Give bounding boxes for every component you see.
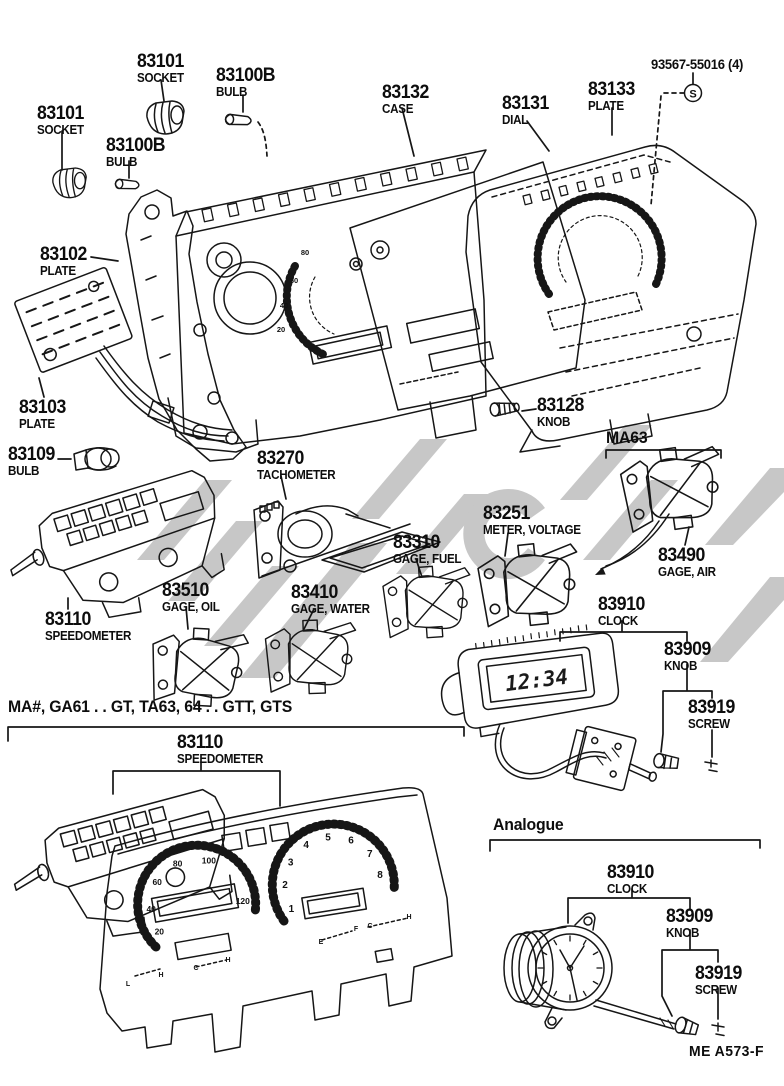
svg-text:40: 40 bbox=[279, 301, 289, 310]
callout-83270-tachometer: 83270 TACHOMETER bbox=[257, 448, 336, 482]
svg-text:4: 4 bbox=[303, 840, 309, 852]
callout-83490-gage-air: 83490 GAGE, AIR bbox=[658, 545, 716, 579]
speedometer-83110-part-bottom bbox=[4, 786, 248, 961]
dial-panel-bottom-drawing bbox=[100, 788, 452, 1052]
analog-clock-83910-part bbox=[504, 913, 676, 1029]
socket-83101-part-1 bbox=[147, 101, 184, 134]
socket-83101-part-2 bbox=[53, 168, 86, 198]
callout-83919-screw-bottom: 83919 SCREW bbox=[695, 963, 742, 997]
gage-water-83410-part bbox=[265, 619, 358, 695]
svg-text:60: 60 bbox=[289, 276, 299, 285]
back-plate-83102-drawing bbox=[126, 190, 246, 461]
s-symbol-letter: S bbox=[689, 88, 697, 101]
meter-voltage-83251-part bbox=[476, 539, 584, 630]
callout-83910-clock-bottom: 83910 CLOCK bbox=[607, 862, 654, 896]
svg-text:80: 80 bbox=[172, 858, 183, 869]
svg-text:H: H bbox=[225, 957, 231, 964]
svg-text:7: 7 bbox=[367, 849, 373, 861]
analogue-section-label: Analogue bbox=[493, 815, 564, 834]
bulb-83109-part bbox=[74, 448, 119, 470]
gage-oil-83510-part bbox=[150, 626, 249, 708]
callout-83131-dial: 83131 DIAL bbox=[502, 93, 549, 127]
callout-83102-plate: 83102 PLATE bbox=[40, 244, 87, 278]
svg-text:E: E bbox=[318, 939, 324, 946]
page-reference-code: ME A573-F bbox=[689, 1043, 764, 1060]
svg-text:40: 40 bbox=[146, 904, 156, 914]
svg-text:2: 2 bbox=[282, 880, 288, 891]
callout-83919-screw: 83919 SCREW bbox=[688, 697, 735, 731]
svg-text:100: 100 bbox=[201, 855, 216, 866]
screw-part-code: 93567-55016 (4) bbox=[651, 56, 744, 72]
svg-text:C: C bbox=[193, 965, 199, 972]
callout-83110-speedometer-bottom: 83110 SPEEDOMETER bbox=[177, 732, 264, 766]
wire-harness-drawing bbox=[96, 346, 232, 441]
callout-83101-socket-2: 83101 SOCKET bbox=[37, 103, 84, 137]
svg-text:6: 6 bbox=[348, 835, 354, 847]
svg-text:8: 8 bbox=[377, 870, 383, 881]
callout-83410-gage-water: 83410 GAGE, WATER bbox=[291, 582, 370, 616]
callout-83103-plate: 83103 PLATE bbox=[19, 397, 66, 431]
callout-83510-gage-oil: 83510 GAGE, OIL bbox=[162, 580, 220, 614]
callout-83100b-bulb-2: 83100B BULB bbox=[106, 135, 166, 169]
svg-text:5: 5 bbox=[325, 832, 331, 844]
callout-83101-socket-1: 83101 SOCKET bbox=[137, 51, 184, 85]
knob-83909-part bbox=[653, 753, 679, 770]
svg-text:C: C bbox=[367, 923, 373, 930]
knob-83128-part bbox=[490, 401, 520, 417]
callout-83133-plate: 83133 PLATE bbox=[588, 79, 635, 113]
svg-text:20: 20 bbox=[154, 926, 165, 937]
callout-83310-gage-fuel: 83310 GAGE, FUEL bbox=[393, 532, 462, 566]
svg-text:L: L bbox=[125, 981, 131, 988]
svg-text:F: F bbox=[353, 926, 359, 933]
callout-83132-case: 83132 CASE bbox=[382, 82, 429, 116]
lcd-time-display: 12:34 bbox=[503, 664, 570, 697]
knob-83909-part-bottom bbox=[674, 1016, 700, 1037]
screw-83919-part-bottom bbox=[712, 1023, 724, 1036]
gage-air-83490-part bbox=[618, 442, 728, 536]
variant-applicability-line: MA#, GA61 . . GT, TA63, 64 . . GTT, GTS bbox=[8, 697, 293, 716]
svg-text:120: 120 bbox=[235, 896, 250, 906]
callout-83110-speedometer: 83110 SPEEDOMETER bbox=[45, 609, 132, 643]
digital-clock-83910-part bbox=[435, 622, 664, 798]
callout-83909-knob-bottom: 83909 KNOB bbox=[666, 906, 713, 940]
callout-83128-knob: 83128 KNOB bbox=[537, 395, 584, 429]
variant-ma63-label: MA63 bbox=[606, 428, 648, 447]
svg-text:60: 60 bbox=[152, 877, 162, 887]
callout-83910-clock: 83910 CLOCK bbox=[598, 594, 645, 628]
svg-text:20: 20 bbox=[276, 325, 286, 334]
svg-text:80: 80 bbox=[300, 248, 310, 257]
callout-83109-bulb: 83109 BULB bbox=[8, 444, 55, 478]
callout-83251-meter-voltage: 83251 METER, VOLTAGE bbox=[483, 503, 581, 537]
svg-text:3: 3 bbox=[287, 857, 294, 869]
svg-text:1: 1 bbox=[288, 904, 295, 915]
callout-83100b-bulb-1: 83100B BULB bbox=[216, 65, 276, 99]
callout-83909-knob: 83909 KNOB bbox=[664, 639, 711, 673]
svg-text:H: H bbox=[158, 972, 164, 979]
circuit-plate-83103-drawing bbox=[14, 267, 133, 373]
gage-fuel-83310-part bbox=[382, 564, 474, 641]
screw-83919-part bbox=[705, 760, 717, 772]
svg-text:H: H bbox=[406, 914, 412, 921]
bulb-83100b-part-2 bbox=[115, 179, 139, 190]
dial-83131-drawing bbox=[277, 162, 585, 410]
bulb-83100b-part-1 bbox=[225, 114, 251, 126]
